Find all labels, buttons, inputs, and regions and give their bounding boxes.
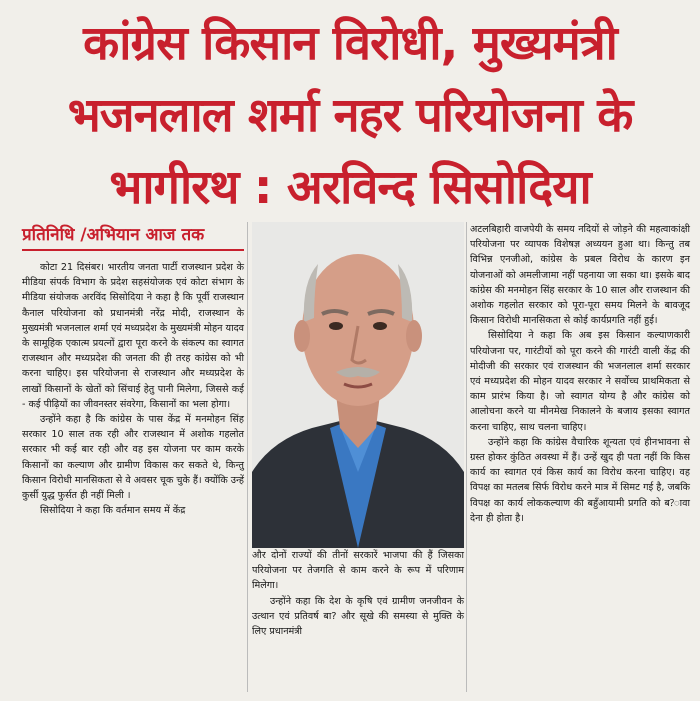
paragraph: अटलबिहारी वाजपेयी के समय नदियों से जोड़ने की महत्वाकांक्षी परियोजना पर व्यापक विशेषज्ञ अध्ययन हुआ था। किन्तु तब विभिन्न एनजीओ, कांग्रेस के प्रबल विरोध के कारण इन योजनाओं को अमलीजामा नहीं पहनाया जा सका था। इसके बाद कांग्रेस की मनमोहन सिंह सरकार के 10 साल और राजस्थान की अशोक गहलोत सरकार को पूरा-पूरा समय मिलने के बावजूद किसान विरोधी मानसिकता से कोई कार्यप्रगति नहीं हुई। (470, 224, 690, 327)
article-column-1 (22, 260, 244, 518)
headline-line-1: कांग्रेस किसान विरोधी, मुख्यमंत्री (83, 16, 617, 71)
column-divider (247, 222, 248, 692)
paragraph: उन्होंने कहा कि देश के कृषि एवं ग्रामीण जनजीवन के उत्थान एवं प्रतिवर्ष बा? और सूखे की समस्या से मुक्ति के लिए प्रधानमंत्री (252, 595, 464, 638)
paragraph: और दोनों राज्यों की तीनों सरकारें भाजपा की हैं जिसका परियोजना पर तेजगति से काम करने के रूप में परिणाम मिलेगा। (252, 550, 464, 592)
headline-line-3: भागीरथ : अरविन्द सिसोदिया (109, 160, 591, 215)
paragraph: उन्होंने कहा है कि कांग्रेस के पास केंद्र में मनमोहन सिंह सरकार 10 साल तक रही और राजस्थान में अशोक गहलोत सरकार भी कई बार रही और वह इस योजना पर काम करके किसानों का कल्याण और ग्रामीण विकास कर सकते थे, किन्तु किसान विरोधी मानसिकता से वे अवसर चूक चुके हैं। क्योंकि उन्हें कुर्सी युद्ध फुर्सत ही नहीं मिली । (22, 414, 244, 502)
headline (0, 8, 700, 224)
paragraph: सिसोदिया ने कहा कि वर्तमान समय में केंद्र (40, 505, 186, 517)
paragraph: सिसोदिया ने कहा कि अब इस किसान कल्याणकारी परियोजना पर, गारंटीयों को पूरा करने की गारंटी वाली केंद्र की मोदीजी की सरकार एवं राजस्थान की भजनलाल शर्मा सरकार एवं मध्यप्रदेश की मोहन यादव सरकार ने सर्वोच्च प्राथमिकता से काम प्रारंभ किया है। जो स्वागत योग्य है और कांग्रेस को आलोचना करने या मीनमेख निकालने के बजाय इसका स्वागत करना चाहिए, साथ चलना चाहिए। (470, 330, 690, 433)
portrait-illustration (252, 222, 464, 548)
column-divider (466, 222, 467, 692)
paragraph: उन्होंने कहा कि कांग्रेस वैचारिक शून्यता एवं हीनभावना से ग्रस्त होकर कुंठित अवस्था में हैं। उन्हें खुद ही पता नहीं कि किस कार्य का स्वागत एवं किस कार्य का विरोध करना चाहिए। वह विपक्ष का मतलब सिर्फ विरोध करने मात्र में सिमट गई है, जबकि विपक्ष का कार्य लोककल्याण की बहुँआयामी प्रगति को ब?ावा देना ही होता है। (470, 436, 690, 524)
portrait-photo (252, 222, 464, 548)
article-column-2 (252, 548, 464, 639)
headline-line-2: भजनलाल शर्मा नहर परियोजना के (67, 88, 633, 143)
byline: प्रतिनिधि /अभियान आज तक (22, 223, 244, 251)
paragraph: कोटा 21 दिसंबर। भारतीय जनता पार्टी राजस्थान प्रदेश के मीडिया संपर्क विभाग के प्रदेश सहसंयोजक एवं कोटा संभाग के मीडिया संयोजक अरविंद सिसोदिया ने कहा है कि पूर्वी राजस्थान कैनाल परियोजना को प्रधानमंत्री नरेंद्र मोदी, राजस्थान के मुख्यमंत्री भजनलाल शर्मा एवं मध्यप्रदेश के मुख्यमंत्री मोहन यादव के सामूहिक एकात्म प्रयत्नों द्वारा पूरा करने के संकल्प का स्वागत राजस्थान और मध्यप्रदेश की जनता की ही तरह कांग्रेस को भी करना चाहिए। इस परियोजना से राजस्थान और मध्यप्रदेश के लाखों किसानों के खेतों को सिंचाई हेतु पानी मिलेगा, जिससे कई - कई पीढ़ियों का जीवनस्तर संवरेगा, किसानों का भला होगा। (22, 262, 244, 410)
article-column-3 (470, 222, 690, 526)
